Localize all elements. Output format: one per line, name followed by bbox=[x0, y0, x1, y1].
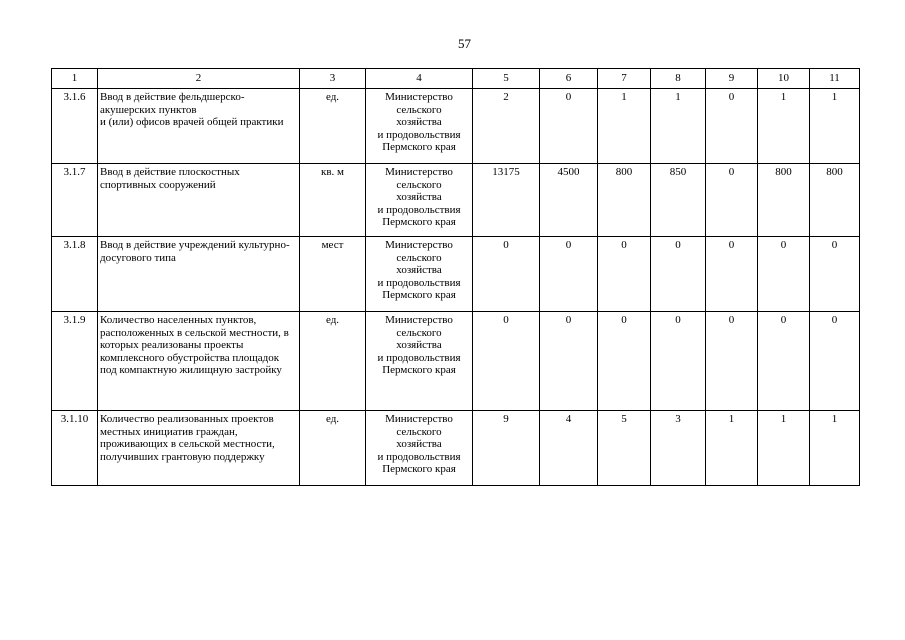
row-value: 800 bbox=[758, 164, 810, 237]
column-header: 11 bbox=[810, 69, 860, 89]
row-value: 0 bbox=[706, 89, 758, 164]
row-value: 1 bbox=[758, 89, 810, 164]
row-value: 0 bbox=[651, 237, 706, 312]
column-header: 5 bbox=[473, 69, 540, 89]
row-responsible: Министерство сельского хозяйства и продовольствия Пермского края bbox=[366, 89, 473, 164]
row-value: 0 bbox=[706, 312, 758, 411]
row-responsible: Министерство сельского хозяйства и продовольствия Пермского края bbox=[366, 411, 473, 486]
row-unit: ед. bbox=[300, 89, 366, 164]
row-value: 850 bbox=[651, 164, 706, 237]
table-row bbox=[52, 89, 860, 164]
table-row bbox=[52, 237, 860, 312]
row-value: 5 bbox=[598, 411, 651, 486]
row-responsible: Министерство сельского хозяйства и продовольствия Пермского края bbox=[366, 237, 473, 312]
header-row bbox=[52, 69, 860, 89]
row-value: 0 bbox=[706, 164, 758, 237]
row-indicator-name: Количество населенных пунктов, расположенных в сельской местности, в которых реализованы проекты комплексного обустройства площадок под компактную жилищную застройку bbox=[98, 312, 300, 411]
row-code: 3.1.7 bbox=[52, 164, 98, 237]
row-value: 13175 bbox=[473, 164, 540, 237]
row-value: 1 bbox=[810, 89, 860, 164]
page-number: 57 bbox=[458, 36, 471, 51]
table-row bbox=[52, 164, 860, 237]
row-value: 0 bbox=[540, 312, 598, 411]
row-value: 1 bbox=[706, 411, 758, 486]
row-value: 1 bbox=[598, 89, 651, 164]
row-unit: ед. bbox=[300, 312, 366, 411]
row-value: 3 bbox=[651, 411, 706, 486]
row-code: 3.1.9 bbox=[52, 312, 98, 411]
column-header: 1 bbox=[52, 69, 98, 89]
row-value: 0 bbox=[473, 312, 540, 411]
row-value: 1 bbox=[758, 411, 810, 486]
row-value: 800 bbox=[810, 164, 860, 237]
row-value: 1 bbox=[810, 411, 860, 486]
row-value: 0 bbox=[651, 312, 706, 411]
row-value: 0 bbox=[540, 237, 598, 312]
row-value: 4 bbox=[540, 411, 598, 486]
column-header: 9 bbox=[706, 69, 758, 89]
row-indicator-name: Количество реализованных проектов местных инициатив граждан, проживающих в сельской местности, получивших грантовую поддержку bbox=[98, 411, 300, 486]
row-value: 0 bbox=[473, 237, 540, 312]
row-value: 0 bbox=[758, 312, 810, 411]
column-header: 3 bbox=[300, 69, 366, 89]
row-value: 0 bbox=[758, 237, 810, 312]
row-value: 2 bbox=[473, 89, 540, 164]
row-value: 0 bbox=[540, 89, 598, 164]
row-unit: мест bbox=[300, 237, 366, 312]
column-header: 2 bbox=[98, 69, 300, 89]
row-indicator-name: Ввод в действие учреждений культурно-досугового типа bbox=[98, 237, 300, 312]
column-header: 4 bbox=[366, 69, 473, 89]
row-code: 3.1.10 bbox=[52, 411, 98, 486]
row-value: 0 bbox=[810, 237, 860, 312]
row-value: 1 bbox=[651, 89, 706, 164]
row-indicator-name: Ввод в действие фельдшерско-акушерских пунктов и (или) офисов врачей общей практики bbox=[98, 89, 300, 164]
table-row bbox=[52, 411, 860, 486]
row-value: 0 bbox=[706, 237, 758, 312]
row-indicator-name: Ввод в действие плоскостных спортивных сооружений bbox=[98, 164, 300, 237]
row-value: 9 bbox=[473, 411, 540, 486]
indicators-table bbox=[51, 68, 860, 486]
column-header: 10 bbox=[758, 69, 810, 89]
table-row bbox=[52, 312, 860, 411]
column-header: 7 bbox=[598, 69, 651, 89]
row-value: 0 bbox=[810, 312, 860, 411]
row-responsible: Министерство сельского хозяйства и продовольствия Пермского края bbox=[366, 312, 473, 411]
row-value: 0 bbox=[598, 237, 651, 312]
row-code: 3.1.6 bbox=[52, 89, 98, 164]
row-unit: кв. м bbox=[300, 164, 366, 237]
row-value: 4500 bbox=[540, 164, 598, 237]
row-value: 800 bbox=[598, 164, 651, 237]
row-responsible: Министерство сельского хозяйства и продовольствия Пермского края bbox=[366, 164, 473, 237]
row-unit: ед. bbox=[300, 411, 366, 486]
row-value: 0 bbox=[598, 312, 651, 411]
column-header: 8 bbox=[651, 69, 706, 89]
column-header: 6 bbox=[540, 69, 598, 89]
row-code: 3.1.8 bbox=[52, 237, 98, 312]
